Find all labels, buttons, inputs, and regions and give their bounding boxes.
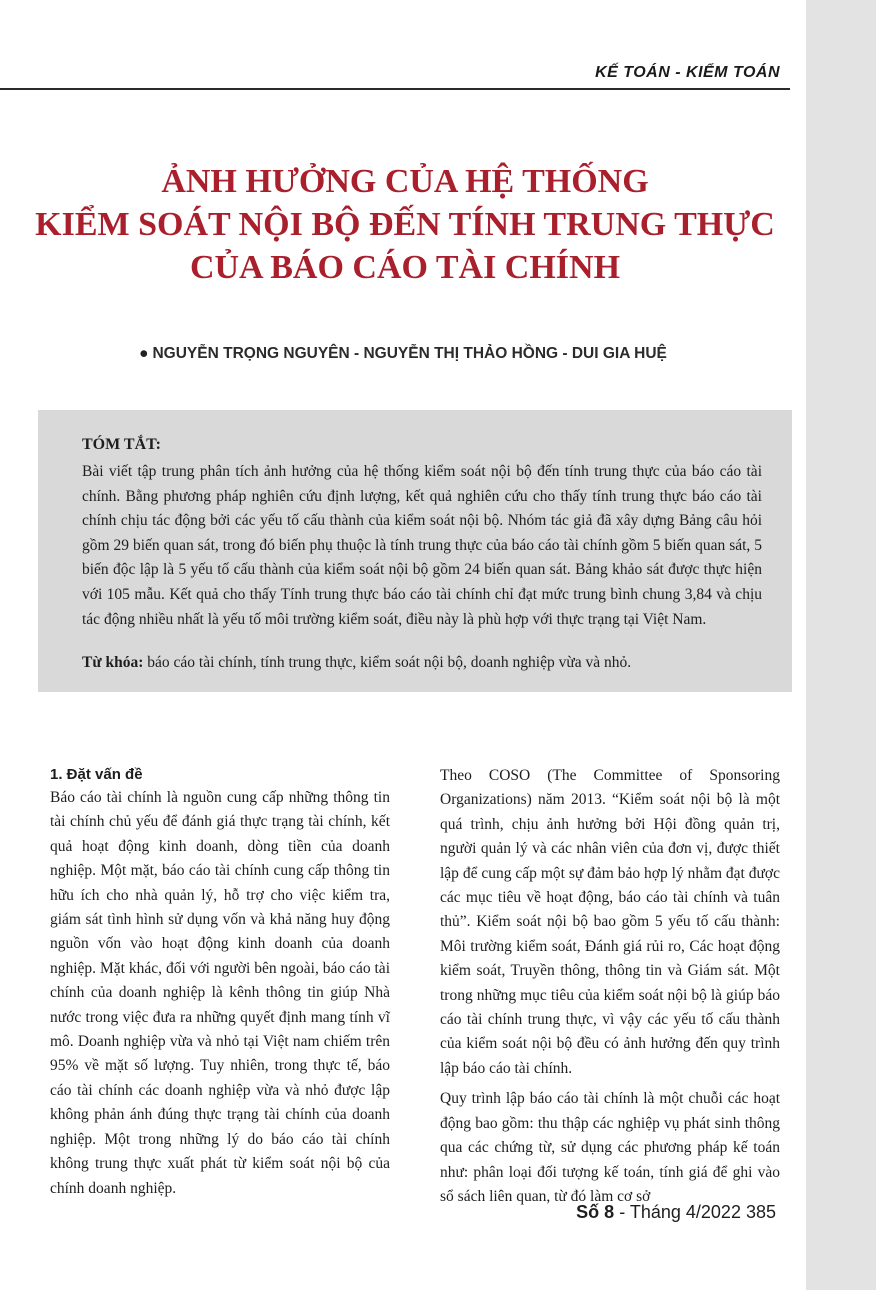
bullet-icon: ● [139,345,149,362]
keywords-label: Từ khóa: [82,654,144,671]
abstract-text: Bài viết tập trung phân tích ảnh hưởng của hệ thống kiểm soát nội bộ đến tính trung thực của báo cáo tài chính. Bằng phương pháp nghiên cứu định lượng, kết quả nghiên cứu cho thấy tính trung thực báo cáo tài chính chịu tác động bởi các yếu tố cấu thành của kiểm soát nội bộ. Nhóm tác giả đã xây dựng Bảng câu hỏi gồm 29 biến quan sát, trong đó biến phụ thuộc là tính trung thực của báo cáo tài chính gồm 5 biến quan sát, 5 biến độc lập là 5 yếu tố cấu thành của kiểm soát nội bộ gồm 24 biến quan sát. Bảng khảo sát được thực hiện với 105 mẫu. Kết quả cho thấy Tính trung thực báo cáo tài chính chỉ đạt mức trung bình chung 3,84 và chịu tác động nhiều nhất là yếu tố môi trường kiểm soát, điều này là phù hợp với thực trạng tại Việt Nam. [82,463,762,628]
page-footer [576,1202,776,1223]
title-line-2: KIỂM SOÁT NỘI BỘ ĐẾN TÍNH TRUNG THỰC [35,206,775,243]
title-line-3: CỦA BÁO CÁO TÀI CHÍNH [189,249,621,286]
author-line [0,345,806,363]
page-number: 385 [745,1202,776,1222]
article-title [20,160,790,289]
issue-date: - Tháng 4/2022 [614,1202,746,1222]
right-column [440,764,780,1215]
author-names: NGUYỄN TRỌNG NGUYÊN - NGUYỄN THỊ THẢO HỒNG - DUI GIA HUỆ [152,345,667,362]
header-rule [0,88,790,90]
title-line-1: ẢNH HƯỞNG CỦA HỆ THỐNG [161,163,649,200]
keywords-line [82,652,782,674]
paragraph: Báo cáo tài chính là nguồn cung cấp những thông tin tài chính chủ yếu để đánh giá thực trạng tài chính, kết quả hoạt động kinh doanh, dòng tiền của doanh nghiệp. Một mặt, báo cáo tài chính cung cấp thông tin hữu ích cho nhà quản lý, hỗ trợ cho việc kiểm tra, giám sát tình hình sử dụng vốn và khả năng huy động nguồn vốn vào hoạt động kinh doanh của doanh nghiệp. Mặt khác, đối với người bên ngoài, báo cáo tài chính của doanh nghiệp là kênh thông tin giúp Nhà nước trong việc đưa ra những quyết định mang tính vĩ mô. Doanh nghiệp vừa và nhỏ tại Việt nam chiếm trên 95% về mặt số lượng. Tuy nhiên, trong thực tế, báo cáo tài chính các doanh nghiệp vừa và nhỏ được lập không phản ánh đúng thực trạng tài chính của doanh nghiệp. Một trong những lý do báo cáo tài chính không trung thực xuất phát từ kiểm soát nội bộ của chính doanh nghiệp. [50,789,390,1197]
abstract-heading: TÓM TẮT: [82,436,161,453]
section-heading: 1. Đặt vấn đề [50,766,143,783]
keywords-text: báo cáo tài chính, tính trung thực, kiểm soát nội bộ, doanh nghiệp vừa và nhỏ. [147,654,632,671]
issue-number: Số 8 [576,1202,615,1222]
section-tag: KẾ TOÁN - KIỂM TOÁN [595,64,780,81]
paragraph: Theo COSO (The Committee of Sponsoring Organizations) năm 2013. “Kiểm soát nội bộ là một quá trình, chịu ảnh hưởng bởi Hội đồng quản trị, người quản lý và các nhân viên của đơn vị, được thiết lập để cung cấp một sự đảm bảo hợp lý nhằm đạt được các mục tiêu về hoạt động, báo cáo tài chính và tuân thủ”. Kiểm soát nội bộ bao gồm 5 yếu tố cấu thành: Môi trường kiểm soát, Đánh giá rủi ro, Các hoạt động kiểm soát, Truyền thông, thông tin và Giám sát. Một trong những mục tiêu của kiểm soát nội bộ là giúp báo cáo tài chính trung thực, vì vậy các yếu tố cấu thành của kiểm soát nội bộ đều có ảnh hưởng đến quy trình lập báo cáo tài chính. [440,767,780,1077]
page-edge-strip [806,0,876,1290]
left-column [50,764,390,1207]
paragraph: Quy trình lập báo cáo tài chính là một chuỗi các hoạt động bao gồm: thu thập các nghiệp vụ phát sinh thông qua các chứng từ, sử dụng các phương pháp kế toán như: phân loại đối tượng kế toán, tính giá để ghi vào sổ sách liên quan, từ đó làm cơ sở [440,1090,780,1205]
